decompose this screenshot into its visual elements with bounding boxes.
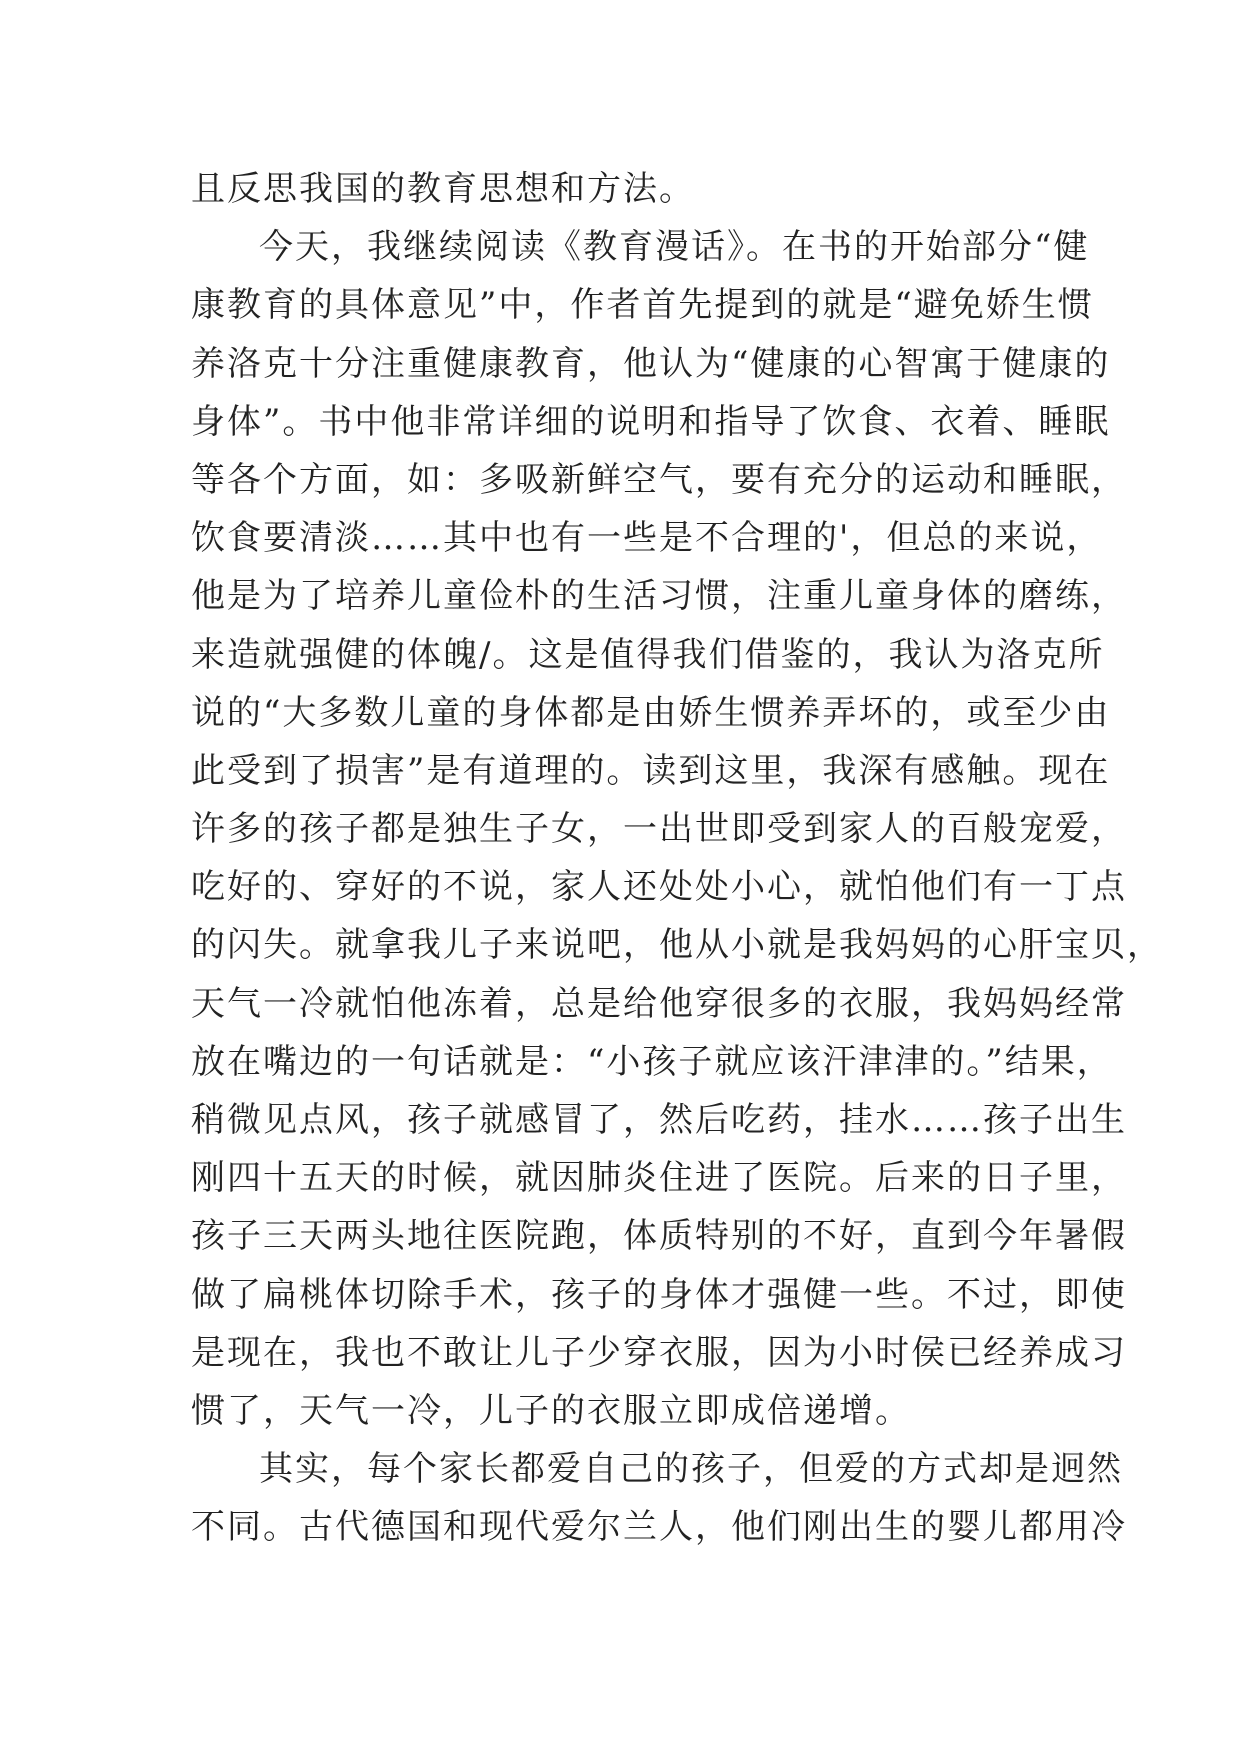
text-line: 来造就强健的体魄/。这是值得我们借鉴的，我认为洛克所 xyxy=(191,634,1105,675)
text-line: 的闪失。就拿我儿子来说吧，他从小就是我妈妈的心肝宝贝， xyxy=(191,925,1163,966)
text-line: 惯了，天气一冷，儿子的衣服立即成倍递增。 xyxy=(191,1390,911,1431)
text-line: 身体”。书中他非常详细的说明和指导了饮食、衣着、睡眠 xyxy=(191,401,1111,442)
text-line: 放在嘴边的一句话就是：“小孩子就应该汗津津的。”结果， xyxy=(191,1041,1113,1082)
text-line: 是现在，我也不敢让儿子少穿衣服，因为小时侯已经养成习 xyxy=(191,1332,1127,1373)
text-line: 说的“大多数儿童的身体都是由娇生惯养弄坏的，或至少由 xyxy=(191,692,1111,733)
text-line: 他是为了培养儿童俭朴的生活习惯，注重儿童身体的磨练， xyxy=(191,576,1127,617)
text-line: 养洛克十分注重健康教育，他认为“健康的心智寓于健康的 xyxy=(191,343,1111,384)
text-line: 做了扁桃体切除手术，孩子的身体才强健一些。不过，即使 xyxy=(191,1274,1127,1315)
body-text xyxy=(191,160,1163,1557)
text-line: 饮食要清淡……其中也有一些是不合理的'，但总的来说， xyxy=(191,518,1103,559)
text-line: 刚四十五天的时候，就因肺炎住进了医院。后来的日子里， xyxy=(191,1158,1127,1199)
text-line: 稍微见点风，孩子就感冒了，然后吃药，挂水……孩子出生 xyxy=(191,1100,1127,1140)
text-line: 等各个方面，如：多吸新鲜空气，要有充分的运动和睡眠， xyxy=(191,459,1127,500)
text-line: 且反思我国的教育思想和方法。 xyxy=(191,169,695,209)
text-line: 许多的孩子都是独生子女，一出世即受到家人的百般宠爱， xyxy=(191,809,1127,850)
text-line: 天气一冷就怕他冻着，总是给他穿很多的衣服，我妈妈经常 xyxy=(191,983,1127,1024)
text-line: 其实，每个家长都爱自己的孩子，但爱的方式却是迥然 xyxy=(259,1449,1123,1490)
text-line: 孩子三天两头地往医院跑，体质特别的不好，直到今年暑假 xyxy=(191,1216,1127,1257)
text-line: 吃好的、穿好的不说，家人还处处小心，就怕他们有一丁点 xyxy=(191,867,1127,908)
text-line: 此受到了损害”是有道理的。读到这里，我深有感触。现在 xyxy=(191,750,1111,791)
text-line: 不同。古代德国和现代爱尔兰人，他们刚出生的婴儿都用冷 xyxy=(191,1507,1127,1548)
text-line: 康教育的具体意见”中，作者首先提到的就是“避免娇生惯 xyxy=(191,285,1094,326)
text-line: 今天，我继续阅读《教育漫话》。在书的开始部分“健 xyxy=(259,227,1090,268)
